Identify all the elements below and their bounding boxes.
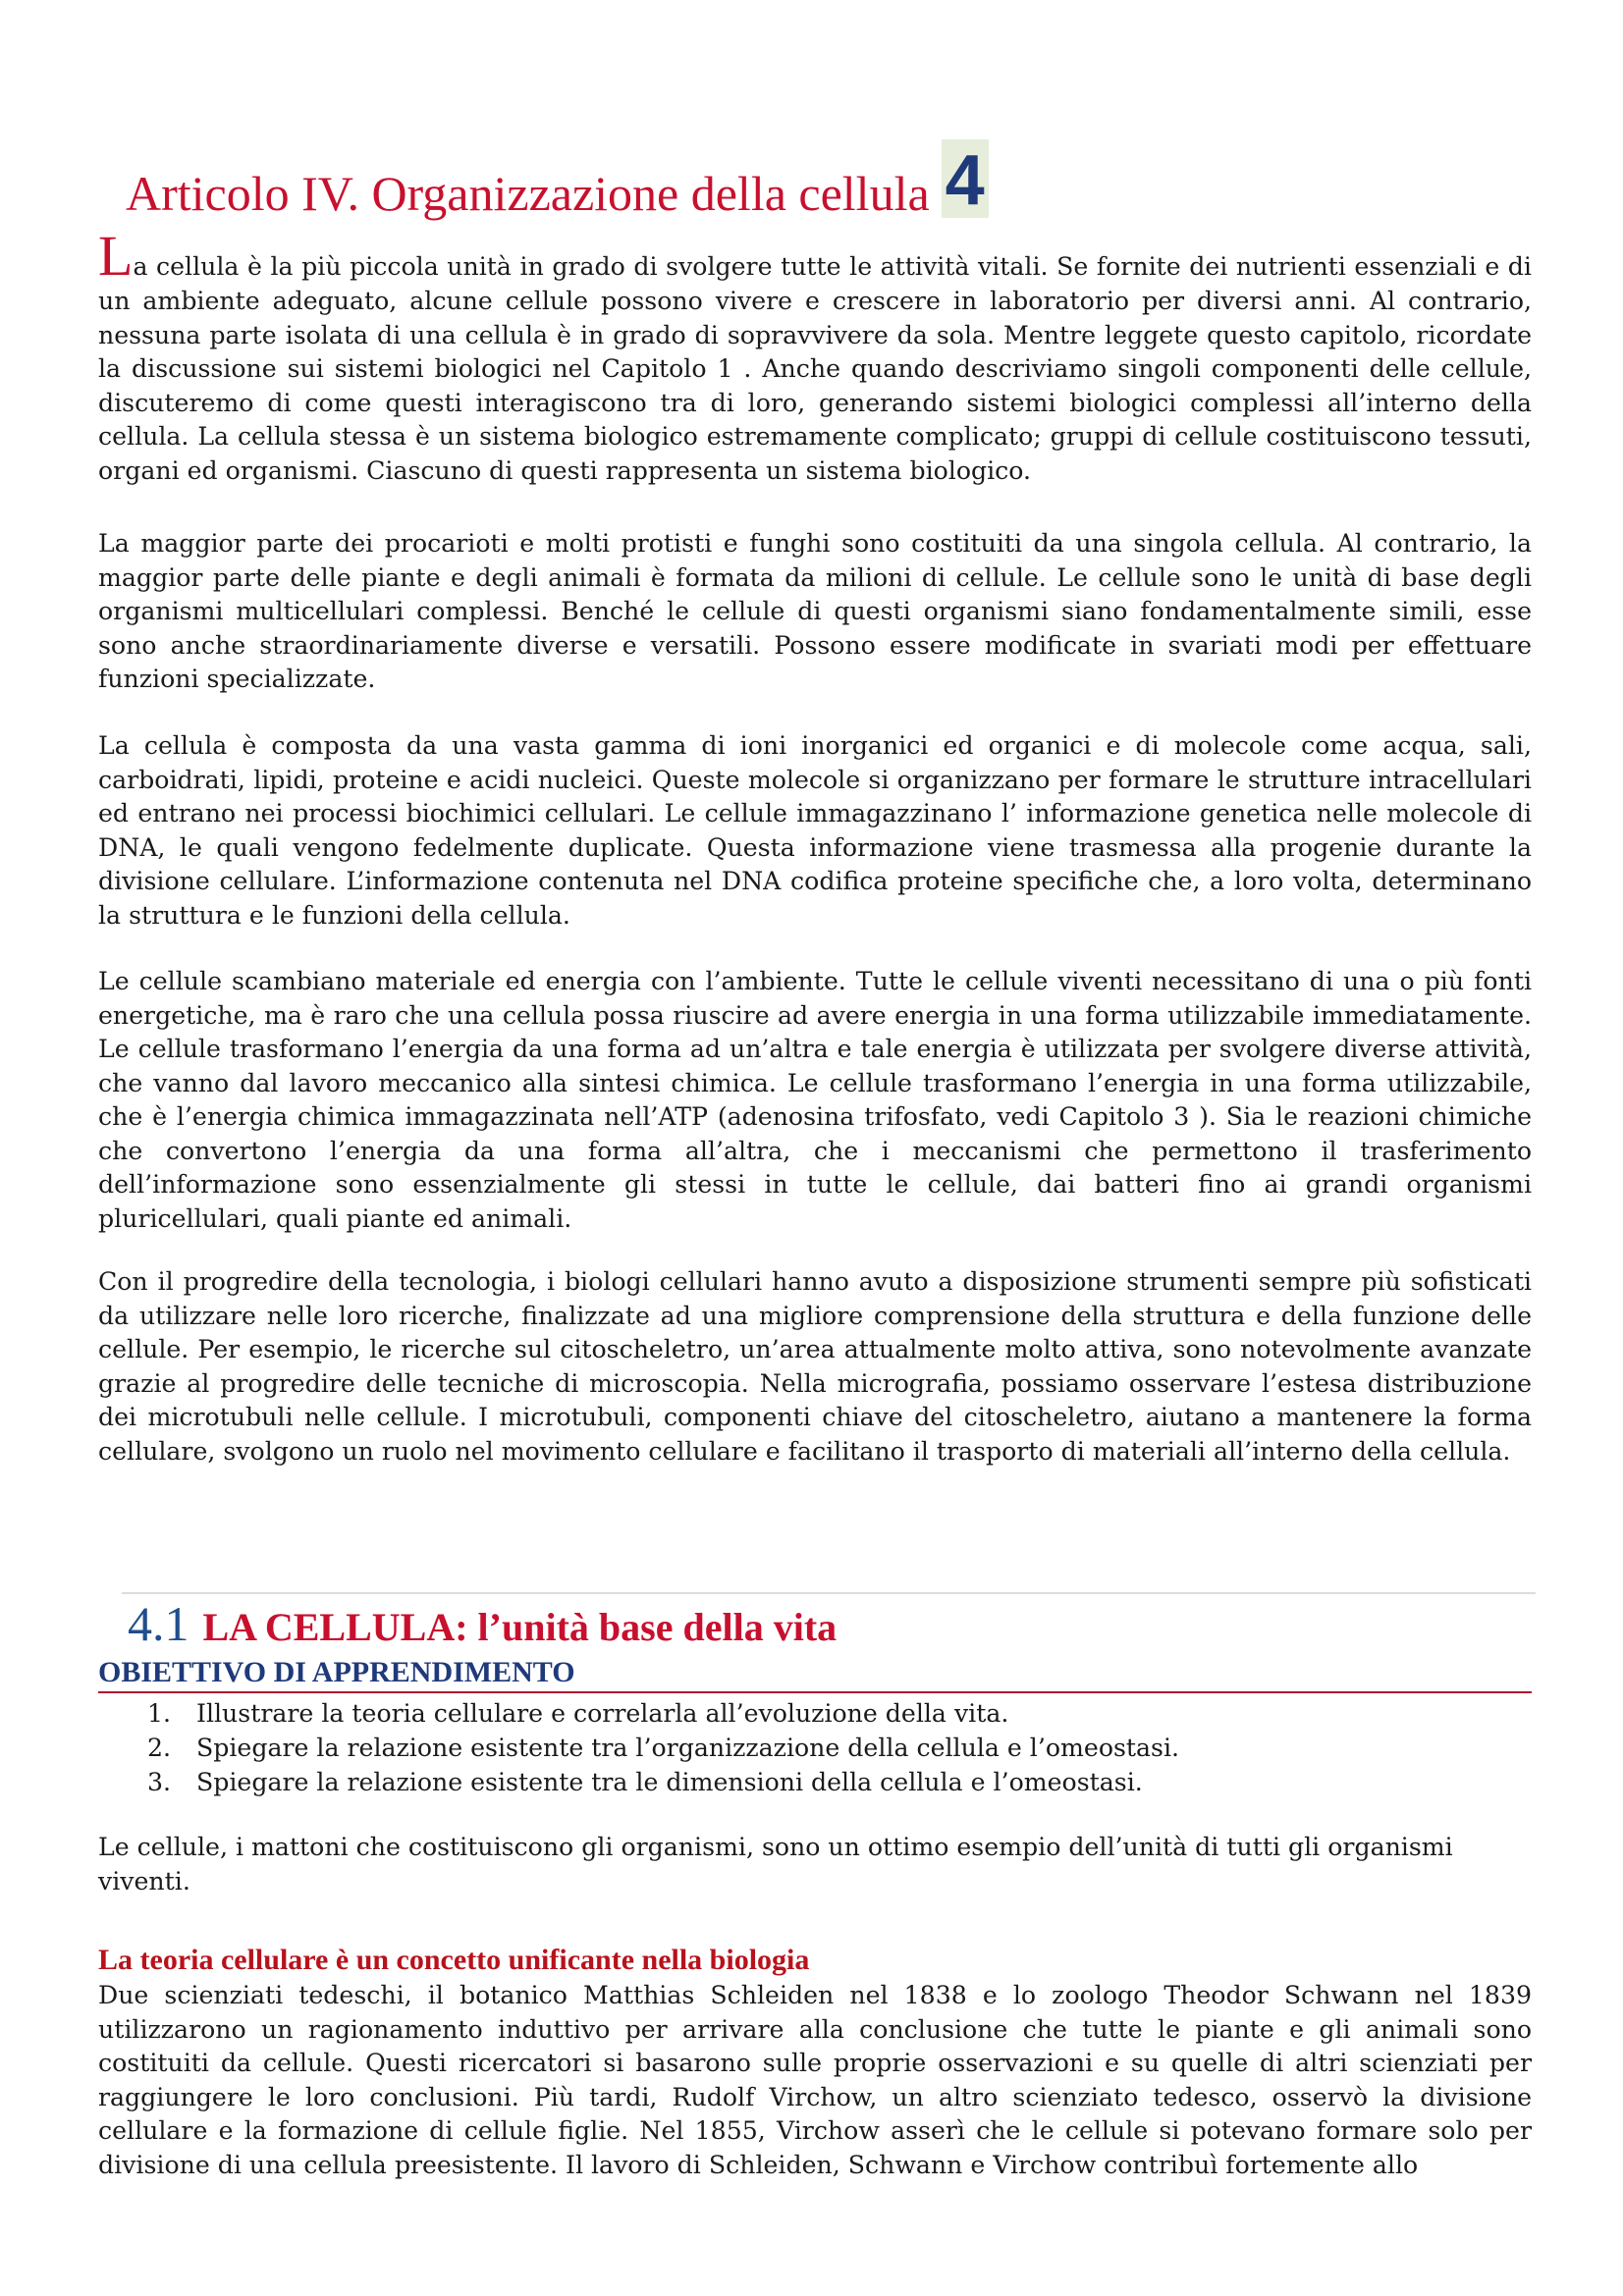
objective-item [147, 1731, 1179, 1765]
chapter-number: 4 [942, 139, 989, 218]
objective-text: Illustrare la teoria cellulare e correlarla all’evoluzione della vita. [196, 1699, 1009, 1728]
objective-label: OBIETTIVO DI APPRENDIMENTO [98, 1656, 575, 1688]
intro-paragraph-3: La cellula è composta da una vasta gamma di ioni inorganici ed organici e di molecole come acqua, sali, carboidrati, lipidi, proteine e acidi nucleici. Queste molecole si organizzano per formare le strutture intracellulari ed entrano nei processi biochimici cellulari. Le cellule immagazzinano l’ informazione genetica nelle molecole di DNA, le quali vengono fedelmente duplicate. Questa informazione viene trasmessa alla progenie durante la divisione cellulare. L’informazione contenuta nel DNA codifica proteine specifiche che, a loro volta, determinano la struttura e le funzioni della cellula. [98, 731, 1532, 930]
subheading: La teoria cellulare è un concetto unificante nella biologia [98, 1944, 810, 1976]
section-number: 4.1 [128, 1596, 189, 1651]
objective-text: Spiegare la relazione esistente tra l’organizzazione della cellula e l’omeostasi. [196, 1734, 1180, 1762]
objective-item [147, 1765, 1179, 1799]
intro-paragraph-1 [98, 224, 1532, 488]
objective-number: 1. [147, 1699, 172, 1728]
objective-number: 3. [147, 1768, 172, 1796]
objective-text: Spiegare la relazione esistente tra le dimensioni della cellula e l’omeostasi. [196, 1768, 1143, 1796]
intro-paragraph-2: La maggior parte dei procarioti e molti protisti e funghi sono costituiti da una singola cellula. Al contrario, la maggior parte delle piante e degli animali è formata da milioni di cellule. Le cellule sono le unità di base degli organismi multicellulari complessi. Benché le cellule di questi organismi siano fondamentalmente simili, esse sono anche straordinariamente diverse e versatili. Possono essere modificate in svariati modi per effettuare funzioni specializzate. [98, 529, 1532, 693]
intro-paragraph-1-text: a cellula è la più piccola unità in grado di svolgere tutte le attività vitali. Se fornite dei nutrienti essenziali e di un ambiente adeguato, alcune cellule possono vivere e crescere in laboratorio per diversi anni. Al contrario, nessuna parte isolata di una cellula è in grado di sopravvivere da sola. Mentre leggete questo capitolo, ricordate la discussione sui sistemi biologici nel Capitolo 1 . Anche quando descriviamo singoli componenti delle cellule, discuteremo di come questi interagiscono tra di loro, generando sistemi biologici complessi all’interno della cellula. La cellula stessa è un sistema biologico estremamente complicato; gruppi di cellule costituiscono tessuti, organi ed organismi. Ciascuno di questi rappresenta un sistema biologico. [98, 252, 1532, 485]
section-paragraph-1: Le cellule, i mattoni che costituiscono gli organismi, sono un ottimo esempio dell’unità di tutti gli organismi viventi. [98, 1833, 1453, 1896]
chapter-title-text: Articolo IV. Organizzazione della cellula [126, 166, 930, 221]
chapter-title [126, 110, 989, 221]
section-heading [128, 1595, 837, 1654]
section-title: LA CELLULA: l’unità base della vita [202, 1605, 838, 1649]
section-paragraph-2: Due scienziati tedeschi, il botanico Matthias Schleiden nel 1838 e lo zoologo Theodor Schwann nel 1839 utilizzarono un ragionamento induttivo per arrivare alla conclusione che tutte le piante e gli animali sono costituiti da cellule. Questi ricercatori si basarono sulle proprie osservazioni e su quelle di altri scienziati per raggiungere le loro conclusioni. Più tardi, Rudolf Virchow, un altro scienziato tedesco, osservò la divisione cellulare e la formazione di cellule figlie. Nel 1855, Virchow asserì che le cellule si potevano formare solo per divisione di una cellula preesistente. Il lavoro di Schleiden, Schwann e Virchow contribuì fortemente allo [98, 1981, 1532, 2179]
intro-paragraph-4: Le cellule scambiano materiale ed energia con l’ambiente. Tutte le cellule viventi necessitano di una o più fonti energetiche, ma è raro che una cellula possa riuscire ad avere energia in una forma utilizzabile immediatamente. Le cellule trasformano l’energia da una forma ad un’altra e tale energia è utilizzata per svolgere diverse attività, che vanno dal lavoro meccanico alla sintesi chimica. Le cellule trasformano l’energia in una forma utilizzabile, che è l’energia chimica immagazzinata nell’ATP (adenosina trifosfato, vedi Capitolo 3 ). Sia le reazioni chimiche che convertono l’energia da una forma all’altra, che i meccanismi che permettono il trasferimento dell’informazione sono essenzialmente gli stessi in tutte le cellule, dai batteri fino ai grandi organismi pluricellulari, quali piante ed animali. [98, 967, 1532, 1233]
section-divider [122, 1592, 1536, 1594]
objective-divider [98, 1691, 1532, 1693]
objectives-list [147, 1696, 1179, 1799]
objective-item [147, 1696, 1179, 1731]
objective-number: 2. [147, 1734, 172, 1762]
intro-paragraph-5: Con il progredire della tecnologia, i biologi cellulari hanno avuto a disposizione strumenti sempre più sofisticati da utilizzare nelle loro ricerche, finalizzate ad una migliore comprensione della struttura e della funzione delle cellule. Per esempio, le ricerche sul citoscheletro, un’area attualmente molto attiva, sono notevolmente avanzate grazie al progredire delle tecniche di microscopia. Nella micrografia, possiamo osservare l’estesa distribuzione dei microtubuli nelle cellule. I microtubuli, componenti chiave del citoscheletro, aiutano a mantenere la forma cellulare, svolgono un ruolo nel movimento cellulare e facilitano il trasporto di materiali all’interno della cellula. [98, 1267, 1532, 1466]
drop-cap: L [98, 224, 134, 288]
